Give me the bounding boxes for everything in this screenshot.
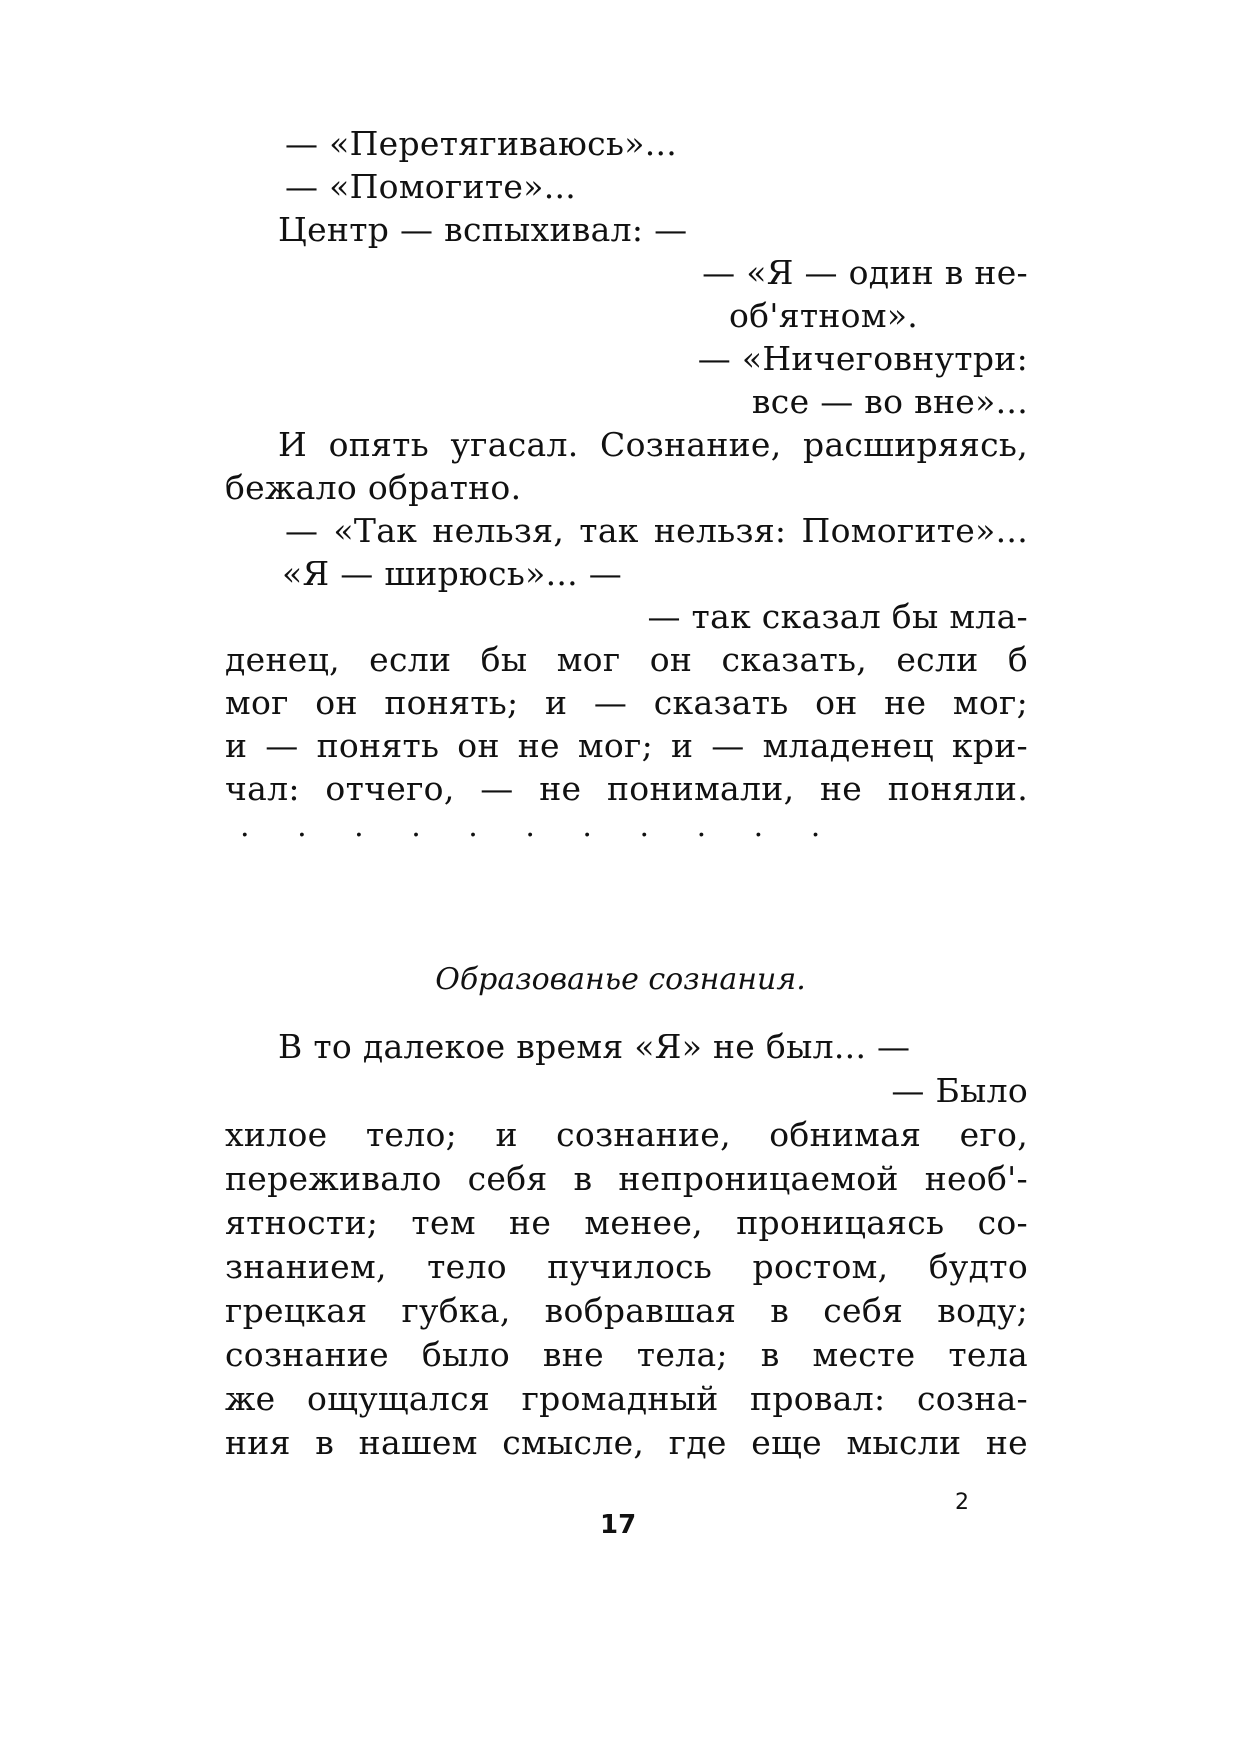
text-line: ния в нашем смысле, где еще мысли не (225, 1423, 1028, 1462)
text-line: же ощущался громадный провал: созна- (225, 1379, 1028, 1418)
text-line: и — понять он не мог; и — младенец кри- (225, 726, 1028, 765)
text-line: хилое тело; и сознание, обнимая его, (225, 1115, 1028, 1154)
text-line: — «Перетягиваюсь»... (285, 124, 678, 163)
page-number: 17 (600, 1510, 637, 1540)
text-line: бежало обратно. (225, 468, 522, 507)
text-line: В то далекое время «Я» не был... — (278, 1027, 911, 1066)
text-line: — «Я — один в не- (702, 253, 1028, 292)
text-line: денец, если бы мог он сказать, если б (225, 640, 1028, 679)
text-line: — «Помогите»... (285, 167, 577, 206)
text-line: ятности; тем не менее, проницаясь со- (225, 1203, 1028, 1242)
text-line: Центр — вспыхивал: — (278, 210, 688, 249)
text-line: — «Ничеговнутри: (697, 339, 1028, 378)
text-line: сознание было вне тела; в месте тела (225, 1335, 1028, 1374)
text-line: грецкая губка, вобравшая в себя воду; (225, 1291, 1028, 1330)
text-line: И опять угасал. Сознание, расширяясь, (278, 425, 1028, 464)
text-line: «Я — ширюсь»... — (282, 554, 623, 593)
text-line: об'ятном». (729, 296, 919, 335)
text-line: — так сказал бы мла- (647, 597, 1028, 636)
text-line: — «Так нельзя, так нельзя: Помогите»... (285, 511, 1028, 550)
text-line: — Было (891, 1071, 1028, 1110)
signature-mark: 2 (955, 1490, 969, 1515)
section-heading: Образованье сознания. (435, 962, 806, 997)
text-line: все — во вне»... (751, 382, 1028, 421)
text-line: чал: отчего, — не понимали, не поняли. (225, 769, 1028, 808)
text-line: переживало себя в непроницаемой необ'- (225, 1159, 1028, 1198)
text-line: знанием, тело пучилось ростом, будто (225, 1247, 1028, 1286)
ellipsis-dots: . . . . . . . . . . . (240, 809, 840, 844)
text-line: мог он понять; и — сказать он не мог; (225, 683, 1028, 722)
